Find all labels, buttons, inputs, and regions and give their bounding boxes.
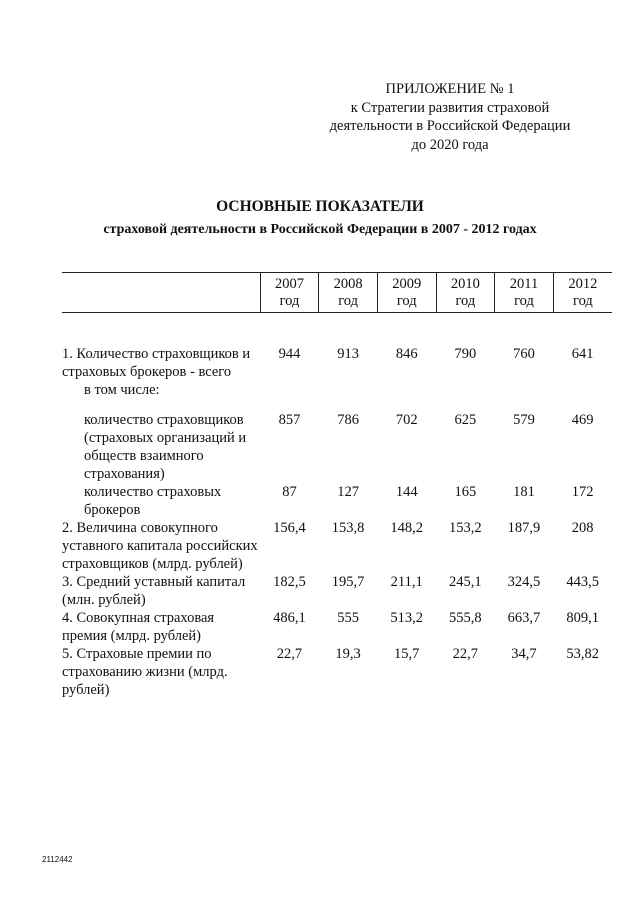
row-label: 2. Величина совокупного уставного капитала российских страховщиков (млрд. рублей) [62, 520, 258, 572]
value-cell: 181 [513, 484, 535, 500]
value-cell: 156,4 [273, 520, 306, 536]
value-cell: 245,1 [449, 574, 482, 590]
value-cell: 790 [454, 346, 477, 362]
row-label: количество страховщиков (страховых организаций и обществ взаимного страхования) [84, 412, 247, 482]
value-cell: 208 [571, 520, 594, 536]
appendix-heading [300, 80, 600, 154]
value-cell: 148,2 [390, 520, 424, 536]
value-cell: 944 [278, 346, 301, 362]
value-cell: 469 [571, 412, 594, 428]
value-cell: 857 [278, 412, 301, 428]
row-label: 1. Количество страховщиков и страховых брокеров - всего [62, 346, 251, 380]
appendix-reference-line2: деятельности в Российской Федерации [329, 118, 571, 134]
table-row [62, 609, 612, 645]
value-cell: 913 [337, 346, 359, 362]
value-cell: 165 [454, 484, 477, 500]
table-row [62, 411, 612, 483]
value-cell: 22,7 [452, 646, 479, 662]
appendix-number: ПРИЛОЖЕНИЕ № 1 [385, 81, 515, 97]
value-cell: 127 [337, 484, 359, 500]
value-cell: 153,8 [331, 520, 365, 536]
table-header-row [62, 273, 612, 313]
value-cell: 625 [454, 412, 477, 428]
table-row [62, 573, 612, 609]
row-label: 3. Средний уставный капитал (млн. рублей) [62, 574, 246, 608]
table-row [62, 381, 612, 411]
value-cell: 195,7 [331, 574, 365, 590]
value-cell: 702 [395, 412, 418, 428]
header-year-2008: 2008 год [319, 273, 378, 313]
value-cell: 663,7 [507, 610, 541, 626]
value-cell: 513,2 [390, 610, 424, 626]
value-cell: 555 [337, 610, 359, 626]
value-cell: 22,7 [276, 646, 303, 662]
header-year-2010: 2010 год [436, 273, 495, 313]
row-label: в том числе: [84, 382, 160, 398]
value-cell: 324,5 [507, 574, 541, 590]
document-title: ОСНОВНЫЕ ПОКАЗАТЕЛИ [216, 198, 424, 215]
value-cell: 53,82 [566, 646, 599, 662]
header-label-cell [62, 273, 260, 313]
value-cell: 760 [513, 346, 535, 362]
value-cell: 19,3 [335, 646, 361, 662]
value-cell: 443,5 [566, 574, 599, 590]
value-cell: 641 [571, 346, 594, 362]
value-cell: 153,2 [449, 520, 482, 536]
table-row [62, 483, 612, 519]
table-row [62, 345, 612, 381]
value-cell: 172 [571, 484, 594, 500]
value-cell: 846 [395, 346, 418, 362]
header-year-2012: 2012 год [553, 273, 612, 313]
document-subtitle: страховой деятельности в Российской Федерации в 2007 - 2012 годах [103, 222, 537, 237]
appendix-reference-line1: к Стратегии развития страховой [350, 99, 550, 116]
row-label: 4. Совокупная страховая премия (млрд. рублей) [62, 610, 215, 644]
value-cell: 87 [282, 484, 297, 500]
indicators-table [62, 272, 612, 699]
table-row [62, 519, 612, 573]
value-cell: 15,7 [394, 646, 420, 662]
row-label: 5. Страховые премии по страхованию жизни (млрд. рублей) [62, 646, 228, 698]
value-cell: 786 [337, 412, 359, 428]
table-row [62, 645, 612, 699]
value-cell: 486,1 [273, 610, 306, 626]
document-id: 2112442 [42, 855, 73, 864]
row-label: количество страховых брокеров [84, 484, 222, 518]
appendix-reference-line3: до 2020 года [411, 136, 489, 153]
value-cell: 211,1 [390, 574, 423, 590]
value-cell: 34,7 [511, 646, 537, 662]
header-year-2009: 2009 год [377, 273, 436, 313]
header-year-2011: 2011 год [495, 273, 554, 313]
value-cell: 809,1 [566, 610, 599, 626]
value-cell: 579 [513, 412, 535, 428]
value-cell: 144 [395, 484, 418, 500]
value-cell: 187,9 [507, 520, 541, 536]
value-cell: 182,5 [273, 574, 306, 590]
value-cell: 555,8 [449, 610, 482, 626]
header-year-2007: 2007 год [260, 273, 319, 313]
